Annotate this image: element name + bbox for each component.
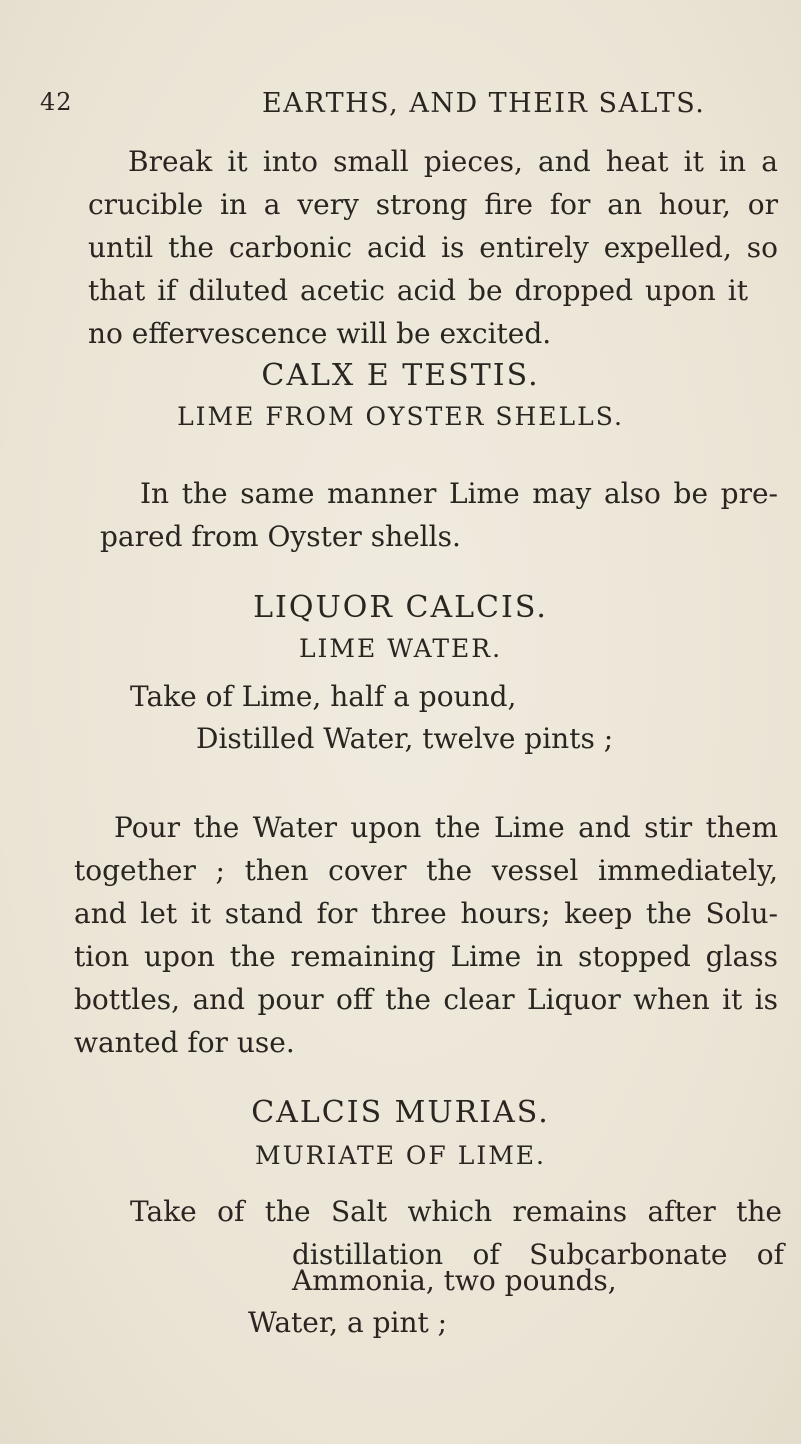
section3-ingredient-1 [130, 1190, 782, 1233]
section-subheading-lime-water: LIME WATER. [298, 634, 503, 663]
ingredient-line: Take of Lime, half a pound, [130, 680, 517, 713]
ingredient-line: distillation of Subcarbonate of [292, 1238, 784, 1271]
intro-line: crucible in a very strong fire for an hour, or [88, 188, 778, 221]
ingredient-line: Water, a pint ; [248, 1306, 448, 1339]
intro-line: Break it into small pieces, and heat it in a [128, 145, 778, 178]
section2-line: Pour the Water upon the Lime and stir them [114, 811, 778, 844]
intro-paragraph [88, 140, 778, 355]
section-subheading-muriate-of-lime: MURIATE OF LIME. [255, 1141, 546, 1170]
section2-line: together ; then cover the vessel immediately, [74, 854, 778, 887]
section2-line: and let it stand for three hours; keep the Solu- [74, 897, 778, 930]
ingredient-line: Take of the Salt which remains after the [130, 1195, 782, 1228]
running-head [40, 88, 740, 128]
section2-line: bottles, and pour off the clear Liquor when it is [74, 983, 778, 1016]
page-number: 42 [40, 88, 73, 116]
ingredient-line: Distilled Water, twelve pints ; [196, 722, 614, 755]
section1-line: In the same manner Lime may also be pre- [140, 477, 778, 510]
section-heading-liquor-calcis: LIQUOR CALCIS. [253, 590, 548, 625]
running-title: EARTHS, AND THEIR SALTS. [262, 88, 706, 119]
section1-line: pared from Oyster shells. [100, 520, 461, 553]
section-subheading-lime-from-oyster-shells: LIME FROM OYSTER SHELLS. [177, 402, 624, 431]
ingredient-line: Ammonia, two pounds, [292, 1264, 617, 1297]
section2-line: wanted for use. [74, 1026, 295, 1059]
section-heading-calx-e-testis: CALX E TESTIS. [261, 358, 540, 393]
section1-paragraph [100, 472, 778, 558]
intro-line: that if diluted acetic acid be dropped upon it [88, 274, 748, 307]
section-heading-calcis-murias: CALCIS MURIAS. [251, 1095, 550, 1130]
section2-paragraph [74, 806, 778, 1064]
intro-line: until the carbonic acid is entirely expelled, so [88, 231, 778, 264]
section2-line: tion upon the remaining Lime in stopped glass [74, 940, 778, 973]
intro-line: no effervescence will be excited. [88, 317, 552, 350]
